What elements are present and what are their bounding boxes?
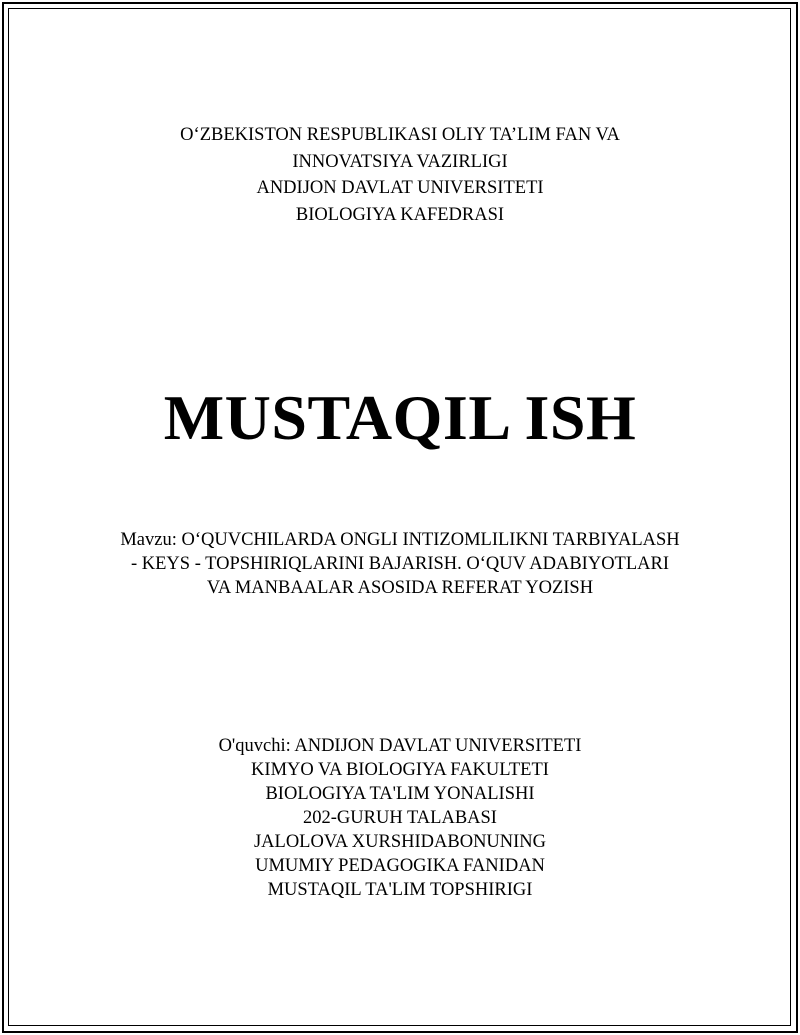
topic-block <box>0 528 800 600</box>
ministry-header <box>0 122 800 228</box>
header-line-1: O‘ZBEKISTON RESPUBLIKASI OLIY TA’LIM FAN VA <box>180 125 620 145</box>
header-line-3: ANDIJON DAVLAT UNIVERSITETI <box>256 178 544 198</box>
topic-line-3: VA MANBAALAR ASOSIDA REFERAT YOZISH <box>206 578 594 598</box>
header-line-4: BIOLOGIYA KAFEDRASI <box>295 204 505 225</box>
topic-line-2: - KEYS - TOPSHIRIQLARINI BAJARISH. O‘QUV ADABIYOTLARI <box>130 554 670 574</box>
student-line-7: MUSTAQIL TA'LIM TOPSHIRIGI <box>267 880 533 900</box>
student-block <box>0 734 800 902</box>
student-line-1: O'quvchi: ANDIJON DAVLAT UNIVERSITETI <box>218 736 582 756</box>
student-line-5: JALOLOVA XURSHIDABONUNING <box>253 832 547 852</box>
student-line-6: UMUMIY PEDAGOGIKA FANIDAN <box>255 856 545 876</box>
document-title: MUSTAQIL ISH <box>163 382 637 453</box>
student-line-2: KIMYO VA BIOLOGIYA FAKULTETI <box>251 760 549 780</box>
topic-line-1: Mavzu: O‘QUVCHILARDA ONGLI INTIZOMLILIKNI TARBIYALASH <box>120 530 680 550</box>
header-line-2: INNOVATSIYA VAZIRLIGI <box>292 151 508 172</box>
student-line-4: 202-GURUH TALABASI <box>303 808 497 828</box>
student-line-3: BIOLOGIYA TA'LIM YONALISHI <box>265 784 535 804</box>
